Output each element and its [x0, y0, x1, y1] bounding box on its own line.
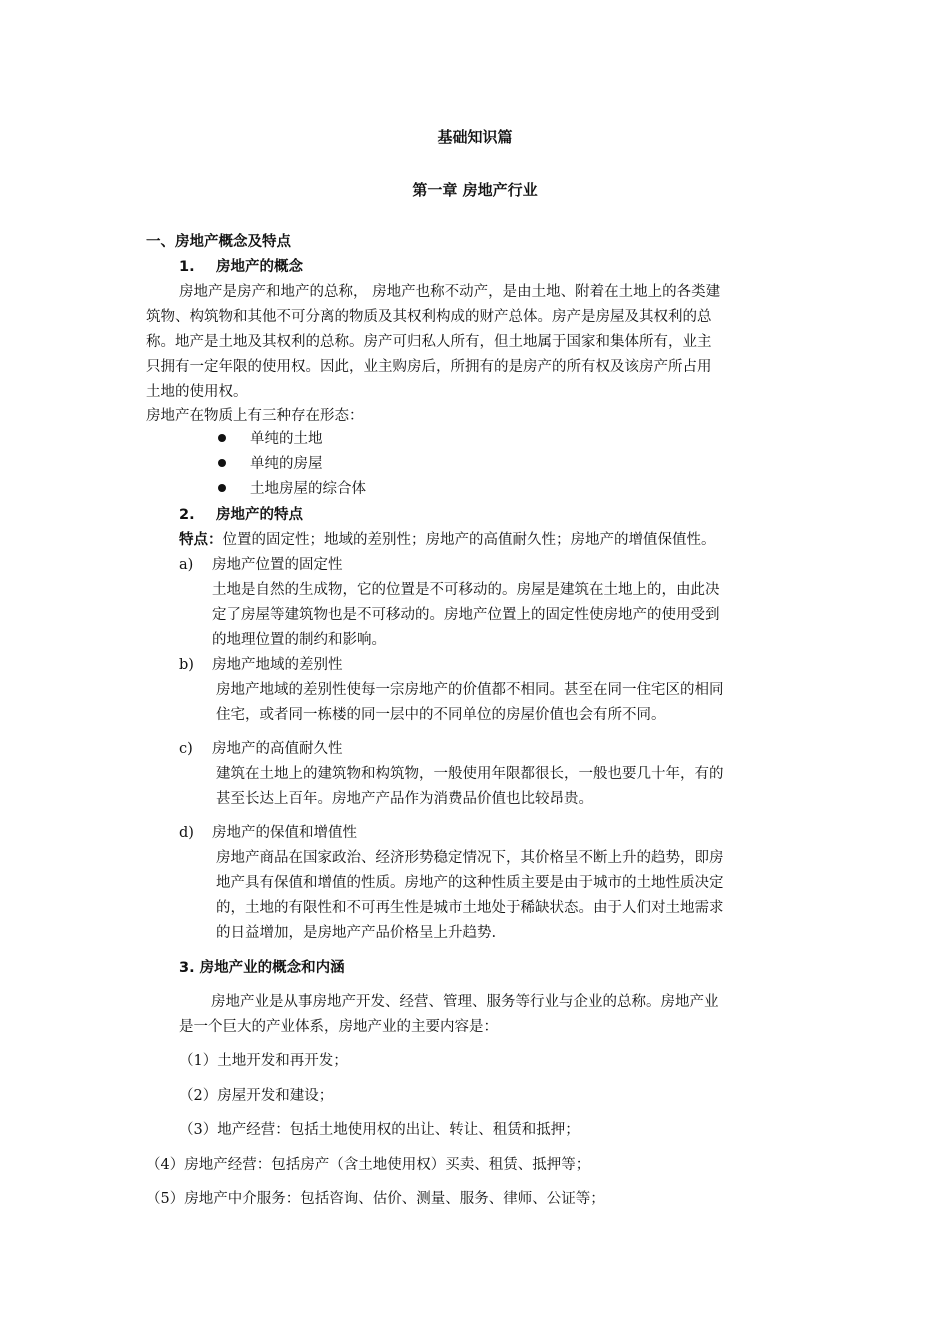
paragraph-line: 土地的使用权。	[146, 384, 248, 400]
item-c-title: 房地产的高值耐久性	[212, 741, 343, 757]
item-b-line: 房地产地域的差别性使每一宗房地产的价值都不相同。甚至在同一住宅区的相同	[216, 682, 724, 698]
subsection-2-number: 2.	[179, 507, 195, 523]
item-d-line: 地产具有保值和增值的性质。房地产的这种性质主要是由于城市的土地性质决定	[216, 875, 724, 891]
features-line	[179, 527, 716, 553]
item-d-mark: d)	[179, 825, 194, 841]
subsection-2-heading: 房地产的特点	[216, 507, 303, 523]
chapter-title: 第一章 房地产行业	[412, 181, 538, 199]
features-label: 特点：	[179, 532, 223, 548]
item-b-mark: b)	[179, 657, 194, 673]
item-c-line: 建筑在土地上的建筑物和构筑物，一般使用年限都很长，一般也要几十年，有的	[216, 766, 724, 782]
item-a-title: 房地产位置的固定性	[212, 557, 343, 573]
section-heading: 一、房地产概念及特点	[146, 234, 291, 250]
item-d-line: 的，土地的有限性和不可再生性是城市土地处于稀缺状态。由于人们对土地需求	[216, 900, 724, 916]
doc-title: 基础知识篇	[437, 128, 513, 146]
paragraph-line: 房地产是房产和地产的总称， 房地产也称不动产，是由土地、附着在土地上的各类建	[179, 284, 721, 300]
forms-intro: 房地产在物质上有三种存在形态：	[146, 408, 364, 424]
item-d-line: 房地产商品在国家政治、经济形势稳定情况下，其价格呈不断上升的趋势，即房	[216, 850, 724, 866]
list-item: 单纯的土地	[250, 431, 323, 447]
content-item-4: （4）房地产经营：包括房产（含土地使用权）买卖、租赁、抵押等；	[146, 1157, 591, 1173]
bullet-icon	[218, 484, 226, 492]
subsection-1-heading: 房地产的概念	[216, 259, 303, 275]
item-c-mark: c)	[179, 741, 193, 757]
content-item-2: （2）房屋开发和建设；	[179, 1088, 334, 1104]
content-item-3: （3）地产经营：包括土地使用权的出让、转让、租赁和抵押；	[179, 1122, 580, 1138]
paragraph-line: 只拥有一定年限的使用权。因此，业主购房后，所拥有的是房产的所有权及该房产所占用	[146, 359, 712, 375]
content-item-1: （1）土地开发和再开发；	[179, 1053, 348, 1069]
subsection-1-number: 1.	[179, 259, 195, 275]
content-item-5: （5）房地产中介服务：包括咨询、估价、测量、服务、律师、公证等；	[146, 1191, 605, 1207]
item-b-line: 住宅，或者同一栋楼的同一层中的不同单位的房屋价值也会有所不同。	[216, 707, 666, 723]
item-a-line: 的地理位置的制约和影响。	[212, 632, 386, 648]
item-b-title: 房地产地域的差别性	[212, 657, 343, 673]
item-d-title: 房地产的保值和增值性	[212, 825, 357, 841]
paragraph-line: 筑物、构筑物和其他不可分离的物质及其权利构成的财产总体。房产是房屋及其权利的总	[146, 309, 712, 325]
list-item: 单纯的房屋	[250, 456, 323, 472]
bullet-icon	[218, 459, 226, 467]
subsection-3-heading: 3. 房地产业的概念和内涵	[179, 960, 345, 976]
list-item: 土地房屋的综合体	[250, 481, 366, 497]
paragraph-line: 房地产业是从事房地产开发、经营、管理、服务等行业与企业的总称。房地产业	[211, 994, 719, 1010]
item-d-line: 的日益增加，是房地产产品价格呈上升趋势.	[216, 925, 497, 941]
item-a-line: 定了房屋等建筑物也是不可移动的。房地产位置上的固定性使房地产的使用受到	[212, 607, 720, 623]
paragraph-line: 称。地产是土地及其权利的总称。房产可归私人所有，但土地属于国家和集体所有，业主	[146, 334, 712, 350]
item-a-mark: a)	[179, 557, 194, 573]
bullet-icon	[218, 434, 226, 442]
item-c-line: 甚至长达上百年。房地产产品作为消费品价值也比较昂贵。	[216, 791, 593, 807]
features-text: 位置的固定性；地域的差别性；房地产的高值耐久性；房地产的增值保值性。	[222, 532, 716, 548]
paragraph-line: 是一个巨大的产业体系，房地产业的主要内容是：	[179, 1019, 498, 1035]
item-a-line: 土地是自然的生成物，它的位置是不可移动的。房屋是建筑在土地上的，由此决	[212, 582, 720, 598]
